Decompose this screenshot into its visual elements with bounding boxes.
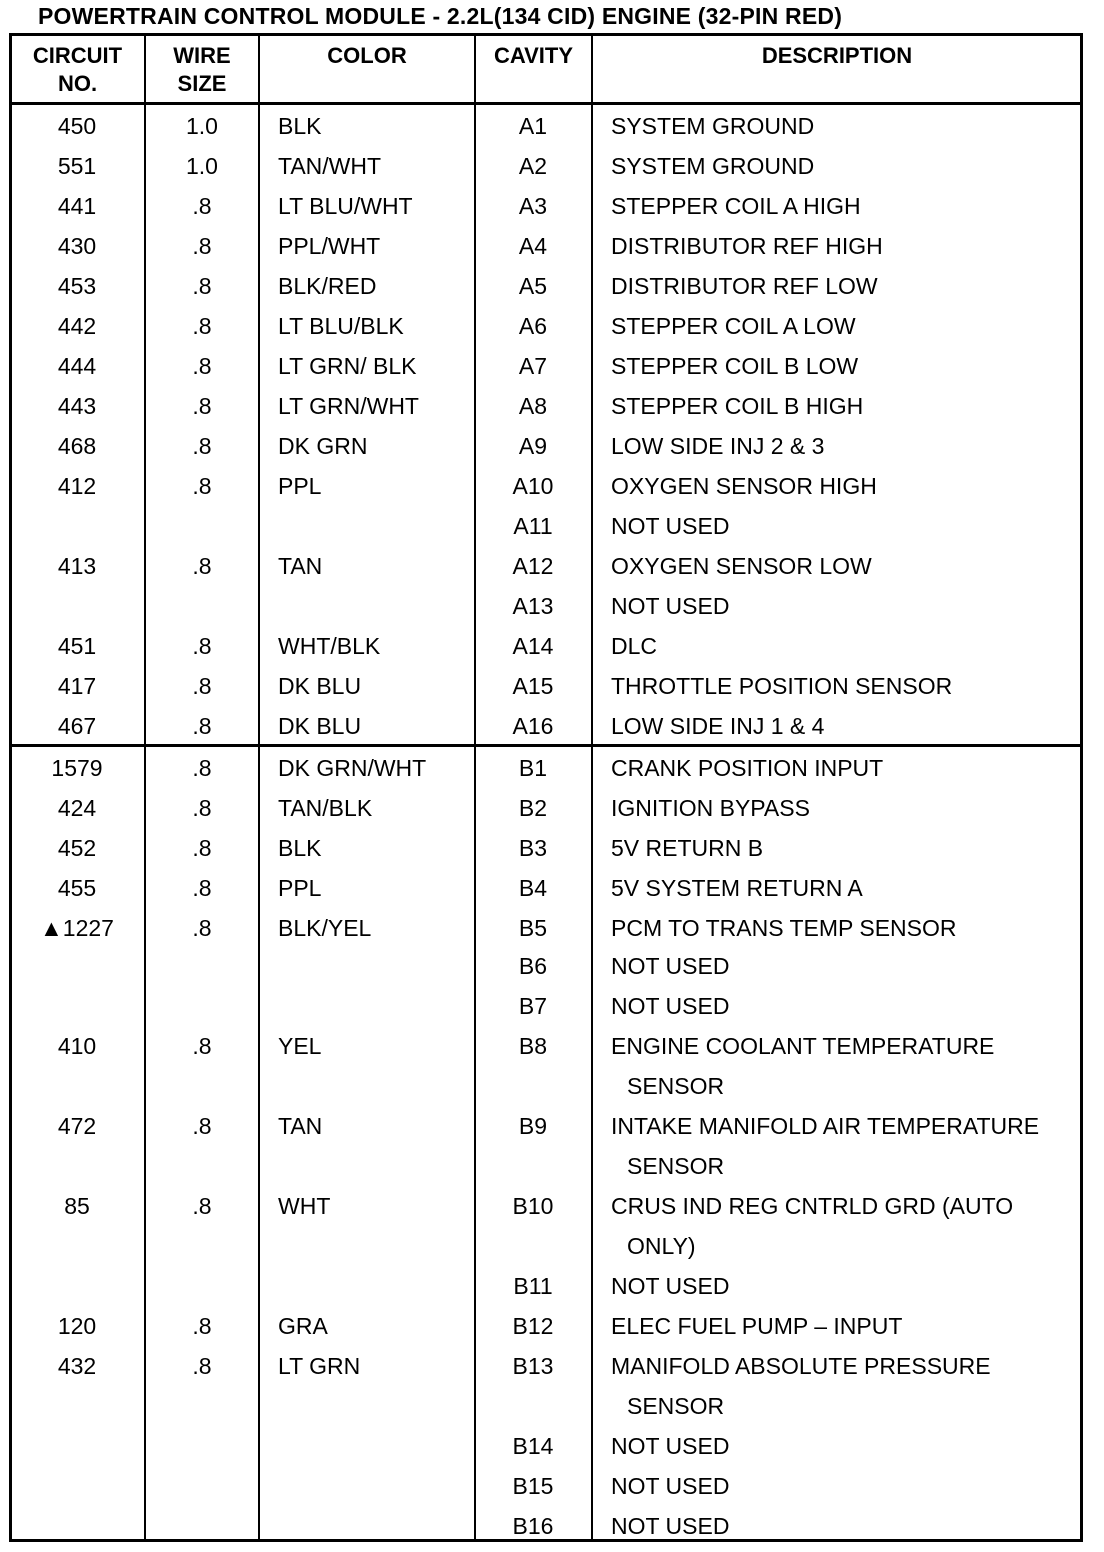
- cavity-cell: B15: [512, 1473, 554, 1499]
- description-cell: IGNITION BYPASS: [611, 795, 810, 821]
- color-cell: GRA: [278, 1313, 328, 1339]
- color-cell: TAN/WHT: [278, 153, 382, 179]
- wire-size-cell: 1.0: [186, 113, 218, 139]
- color-cell: PPL: [278, 473, 322, 499]
- cavity-cell: A12: [512, 553, 554, 579]
- circuit-no-cell: 1579: [51, 755, 103, 781]
- description-cell: INTAKE MANIFOLD AIR TEMPERATURE: [611, 1113, 1040, 1139]
- wire-size-cell: .8: [192, 1353, 212, 1379]
- cavity-cell: B4: [518, 875, 548, 901]
- description-continuation: ONLY): [627, 1233, 696, 1259]
- circuit-no-cell: ▲1227: [40, 915, 114, 941]
- color-cell: DK BLU: [278, 713, 362, 739]
- color-cell: PPL: [278, 875, 322, 901]
- description-cell: DLC: [611, 633, 658, 659]
- cavity-cell: A7: [518, 353, 548, 379]
- wire-size-cell: .8: [192, 915, 212, 941]
- circuit-no-cell: 410: [57, 1033, 97, 1059]
- cavity-cell: A10: [512, 473, 554, 499]
- page-title: POWERTRAIN CONTROL MODULE - 2.2L(134 CID) ENGINE (32-PIN RED): [38, 3, 843, 29]
- description-cell: NOT USED: [611, 993, 730, 1019]
- description-continuation: SENSOR: [627, 1153, 725, 1179]
- color-cell: BLK/RED: [278, 273, 377, 299]
- color-cell: PPL/WHT: [278, 233, 381, 259]
- cavity-cell: A3: [518, 193, 548, 219]
- description-cell: LOW SIDE INJ 2 & 3: [611, 433, 825, 459]
- cavity-cell: B1: [518, 755, 548, 781]
- header-circuit-no: CIRCUIT NO.: [32, 43, 123, 96]
- circuit-no-cell: 424: [57, 795, 97, 821]
- circuit-no-cell: 467: [57, 713, 97, 739]
- cavity-cell: B12: [512, 1313, 554, 1339]
- description-cell: OXYGEN SENSOR LOW: [611, 553, 872, 579]
- description-cell: SYSTEM GROUND: [611, 113, 815, 139]
- circuit-no-cell: 430: [57, 233, 97, 259]
- wire-size-cell: .8: [192, 673, 212, 699]
- circuit-no-cell: 85: [64, 1193, 90, 1219]
- circuit-no-cell: 441: [57, 193, 97, 219]
- wire-size-cell: .8: [192, 313, 212, 339]
- wire-size-cell: .8: [192, 553, 212, 579]
- wire-size-cell: .8: [192, 875, 212, 901]
- description-cell: NOT USED: [611, 1513, 730, 1539]
- cavity-cell: B10: [512, 1193, 554, 1219]
- cavity-cell: B3: [518, 835, 548, 861]
- color-cell: TAN: [278, 1113, 323, 1139]
- cavity-cell: A11: [513, 513, 553, 539]
- cavity-cell: B16: [512, 1513, 554, 1539]
- description-cell: OXYGEN SENSOR HIGH: [611, 473, 877, 499]
- color-cell: BLK: [278, 113, 322, 139]
- wire-size-cell: .8: [192, 273, 212, 299]
- color-cell: BLK/YEL: [278, 915, 372, 941]
- wire-size-cell: .8: [192, 835, 212, 861]
- circuit-no-cell: 453: [57, 273, 97, 299]
- cavity-cell: B5: [518, 915, 548, 941]
- description-cell: NOT USED: [611, 593, 730, 619]
- wire-size-cell: .8: [192, 755, 212, 781]
- description-cell: 5V RETURN B: [611, 835, 764, 861]
- circuit-no-cell: 412: [57, 473, 97, 499]
- description-cell: LOW SIDE INJ 1 & 4: [611, 713, 825, 739]
- cavity-cell: A14: [512, 633, 554, 659]
- description-cell: STEPPER COIL A HIGH: [611, 193, 861, 219]
- color-cell: DK BLU: [278, 673, 362, 699]
- wire-size-cell: .8: [192, 633, 212, 659]
- description-cell: CRUS IND REG CNTRLD GRD (AUTO: [611, 1193, 1014, 1219]
- circuit-no-cell: 468: [57, 433, 97, 459]
- color-cell: LT BLU/BLK: [278, 313, 404, 339]
- cavity-cell: A15: [512, 673, 554, 699]
- color-cell: WHT: [278, 1193, 331, 1219]
- description-cell: CRANK POSITION INPUT: [611, 755, 884, 781]
- cavity-cell: B7: [518, 993, 548, 1019]
- circuit-no-cell: 452: [57, 835, 97, 861]
- color-cell: YEL: [278, 1033, 322, 1059]
- wire-size-cell: .8: [192, 1193, 212, 1219]
- header-description: DESCRIPTION: [761, 43, 913, 68]
- circuit-no-cell: 455: [57, 875, 97, 901]
- circuit-no-cell: 417: [57, 673, 97, 699]
- cavity-cell: A4: [518, 233, 548, 259]
- description-cell: PCM TO TRANS TEMP SENSOR: [611, 915, 957, 941]
- circuit-no-cell: 451: [57, 633, 97, 659]
- description-cell: STEPPER COIL B HIGH: [611, 393, 864, 419]
- circuit-no-cell: 551: [57, 153, 97, 179]
- cavity-cell: B9: [518, 1113, 548, 1139]
- header-wire-size: WIRE SIZE: [173, 43, 231, 96]
- wire-size-cell: .8: [192, 433, 212, 459]
- cavity-cell: B13: [512, 1353, 554, 1379]
- color-cell: WHT/BLK: [278, 633, 381, 659]
- description-cell: MANIFOLD ABSOLUTE PRESSURE: [611, 1353, 991, 1379]
- header-color: COLOR: [327, 43, 407, 68]
- description-cell: DISTRIBUTOR REF HIGH: [611, 233, 883, 259]
- color-cell: TAN: [278, 553, 323, 579]
- cavity-cell: B8: [518, 1033, 548, 1059]
- cavity-cell: A6: [518, 313, 548, 339]
- description-cell: STEPPER COIL A LOW: [611, 313, 856, 339]
- color-cell: DK GRN/WHT: [278, 755, 427, 781]
- description-cell: ELEC FUEL PUMP – INPUT: [611, 1313, 903, 1339]
- circuit-no-cell: 442: [57, 313, 97, 339]
- color-cell: LT BLU/WHT: [278, 193, 413, 219]
- wire-size-cell: .8: [192, 193, 212, 219]
- description-cell: 5V SYSTEM RETURN A: [611, 875, 863, 901]
- description-cell: NOT USED: [611, 953, 730, 979]
- circuit-no-cell: 472: [57, 1113, 97, 1139]
- description-cell: NOT USED: [611, 1473, 730, 1499]
- description-cell: NOT USED: [611, 1433, 730, 1459]
- wire-size-cell: .8: [192, 1313, 212, 1339]
- color-cell: TAN/BLK: [278, 795, 373, 821]
- wire-size-cell: .8: [192, 233, 212, 259]
- cavity-cell: A2: [518, 153, 548, 179]
- description-continuation: SENSOR: [627, 1393, 725, 1419]
- cavity-cell: A8: [518, 393, 548, 419]
- cavity-cell: A13: [512, 593, 554, 619]
- cavity-cell: B14: [512, 1433, 554, 1459]
- header-cavity: CAVITY: [493, 43, 574, 68]
- circuit-no-cell: 450: [57, 113, 97, 139]
- description-cell: NOT USED: [611, 513, 730, 539]
- cavity-cell: B2: [518, 795, 548, 821]
- wire-size-cell: .8: [192, 1033, 212, 1059]
- circuit-no-cell: 443: [57, 393, 97, 419]
- cavity-cell: A16: [512, 713, 554, 739]
- color-cell: LT GRN/WHT: [278, 393, 419, 419]
- description-cell: THROTTLE POSITION SENSOR: [611, 673, 953, 699]
- circuit-no-cell: 444: [57, 353, 97, 379]
- description-continuation: SENSOR: [627, 1073, 725, 1099]
- wire-size-cell: 1.0: [186, 153, 218, 179]
- cavity-cell: A9: [518, 433, 548, 459]
- cavity-cell: A5: [518, 273, 548, 299]
- wire-size-cell: .8: [192, 713, 212, 739]
- description-cell: DISTRIBUTOR REF LOW: [611, 273, 878, 299]
- wire-size-cell: .8: [192, 1113, 212, 1139]
- wire-size-cell: .8: [192, 473, 212, 499]
- description-cell: ENGINE COOLANT TEMPERATURE: [611, 1033, 995, 1059]
- description-cell: NOT USED: [611, 1273, 730, 1299]
- color-cell: LT GRN: [278, 1353, 361, 1379]
- wire-size-cell: .8: [192, 795, 212, 821]
- wire-size-cell: .8: [192, 353, 212, 379]
- color-cell: LT GRN/ BLK: [278, 353, 417, 379]
- cavity-cell: B11: [513, 1273, 553, 1299]
- color-cell: BLK: [278, 835, 322, 861]
- wire-size-cell: .8: [192, 393, 212, 419]
- circuit-no-cell: 432: [57, 1353, 97, 1379]
- cavity-cell: B6: [518, 953, 548, 979]
- description-cell: STEPPER COIL B LOW: [611, 353, 859, 379]
- color-cell: DK GRN: [278, 433, 368, 459]
- description-cell: SYSTEM GROUND: [611, 153, 815, 179]
- cavity-cell: A1: [518, 113, 548, 139]
- circuit-no-cell: 120: [57, 1313, 97, 1339]
- circuit-no-cell: 413: [57, 553, 97, 579]
